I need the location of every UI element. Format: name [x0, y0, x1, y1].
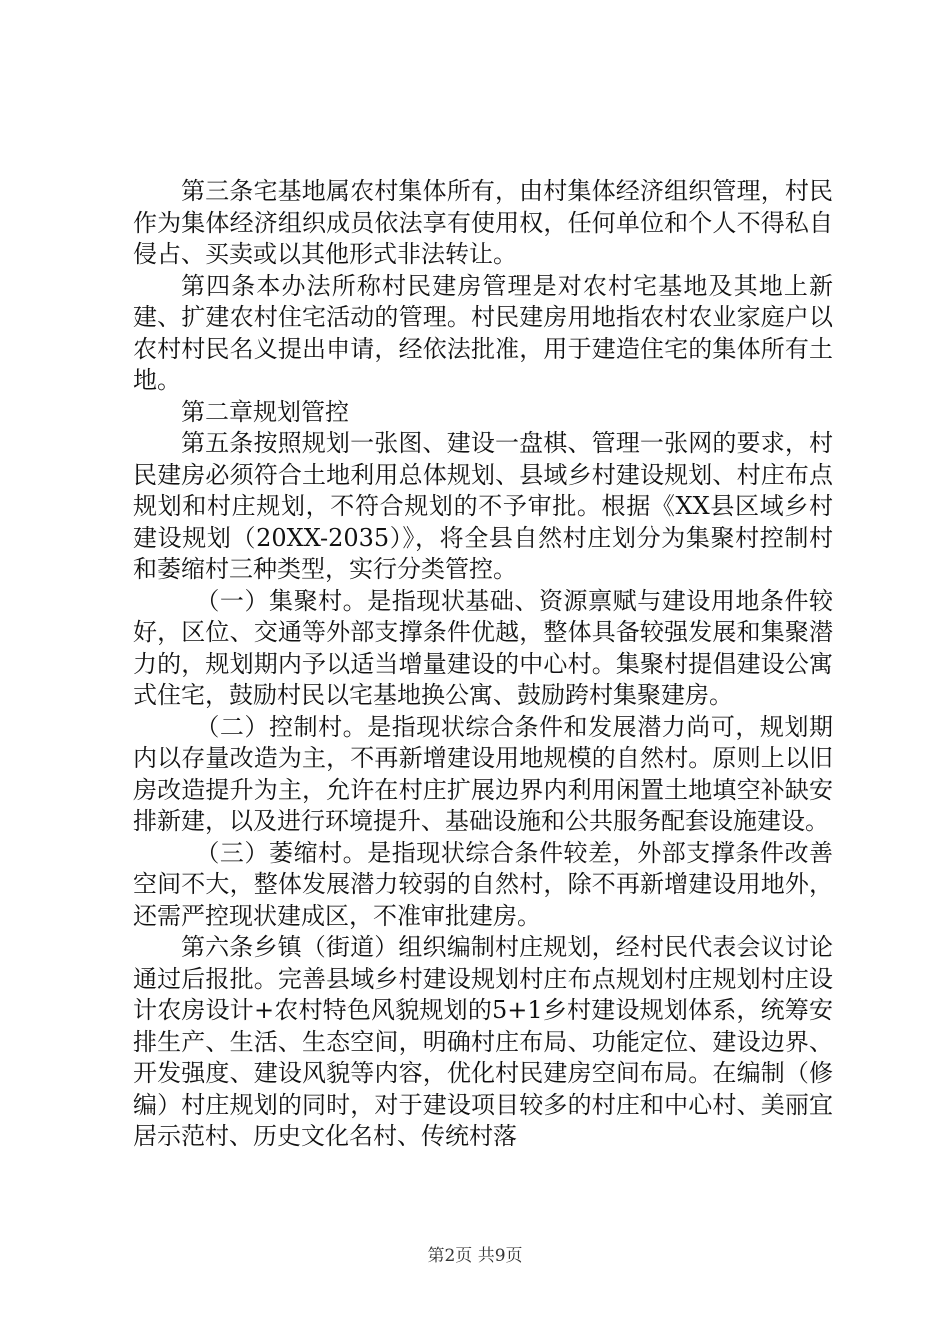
- paragraph-article-4: 第四条本办法所称村民建房管理是对农村宅基地及其地上新建、扩建农村住宅活动的管理。村民建房用地指农村农业家庭户以农村村民名义提出申请，经依法批准，用于建造住宅的集体所有土地。: [133, 271, 833, 394]
- page-number-footer: 第2页 共9页: [427, 1246, 523, 1266]
- chapter-heading: 第二章规划管控: [181, 397, 349, 426]
- paragraph-article-6: 第六条乡镇（街道）组织编制村庄规划，经村民代表会议讨论通过后报批。完善县域乡村建设规划村庄布点规划村庄规划村庄设计农房设计+农村特色风貌规划的5+1乡村建设规划体系，统筹安排生产、生活、生态空间，明确村庄布局、功能定位、建设边界、开发强度、建设风貌等内容，优化村民建房空间布局。在编制（修编）村庄规划的同时，对于建设项目较多的村庄和中心村、美丽宜居示范村、历史文化名村、传统村落: [133, 933, 833, 1150]
- paragraph-article-3: 第三条宅基地属农村集体所有，由村集体经济组织管理，村民作为集体经济组织成员依法享有使用权，任何单位和个人不得私自侵占、买卖或以其他形式非法转让。: [133, 177, 833, 268]
- paragraph-article-5: 第五条按照规划一张图、建设一盘棋、管理一张网的要求，村民建房必须符合土地利用总体规划、县域乡村建设规划、村庄布点规划和村庄规划，不符合规划的不予审批。根据《XX县区域乡村建设规划（20XX-2035）》，将全县自然村庄划分为集聚村控制村和萎缩村三种类型，实行分类管控。: [133, 429, 833, 583]
- paragraph-item-1: （一）集聚村。是指现状基础、资源禀赋与建设用地条件较好，区位、交通等外部支撑条件优越，整体具备较强发展和集聚潜力的，规划期内予以适当增量建设的中心村。集聚村提倡建设公寓式住宅，鼓励村民以宅基地换公寓、鼓励跨村集聚建房。: [133, 586, 833, 709]
- document-body: [133, 176, 833, 1153]
- paragraph-item-2: （二）控制村。是指现状综合条件和发展潜力尚可，规划期内以存量改造为主，不再新增建设用地规模的自然村。原则上以旧房改造提升为主，允许在村庄扩展边界内利用闲置土地填空补缺安排新建，以及进行环境提升、基础设施和公共服务配套设施建设。: [133, 712, 833, 835]
- paragraph-item-3: （三）萎缩村。是指现状综合条件较差，外部支撑条件改善空间不大，整体发展潜力较弱的自然村，除不再新增建设用地外，还需严控现状建成区，不准审批建房。: [133, 838, 833, 930]
